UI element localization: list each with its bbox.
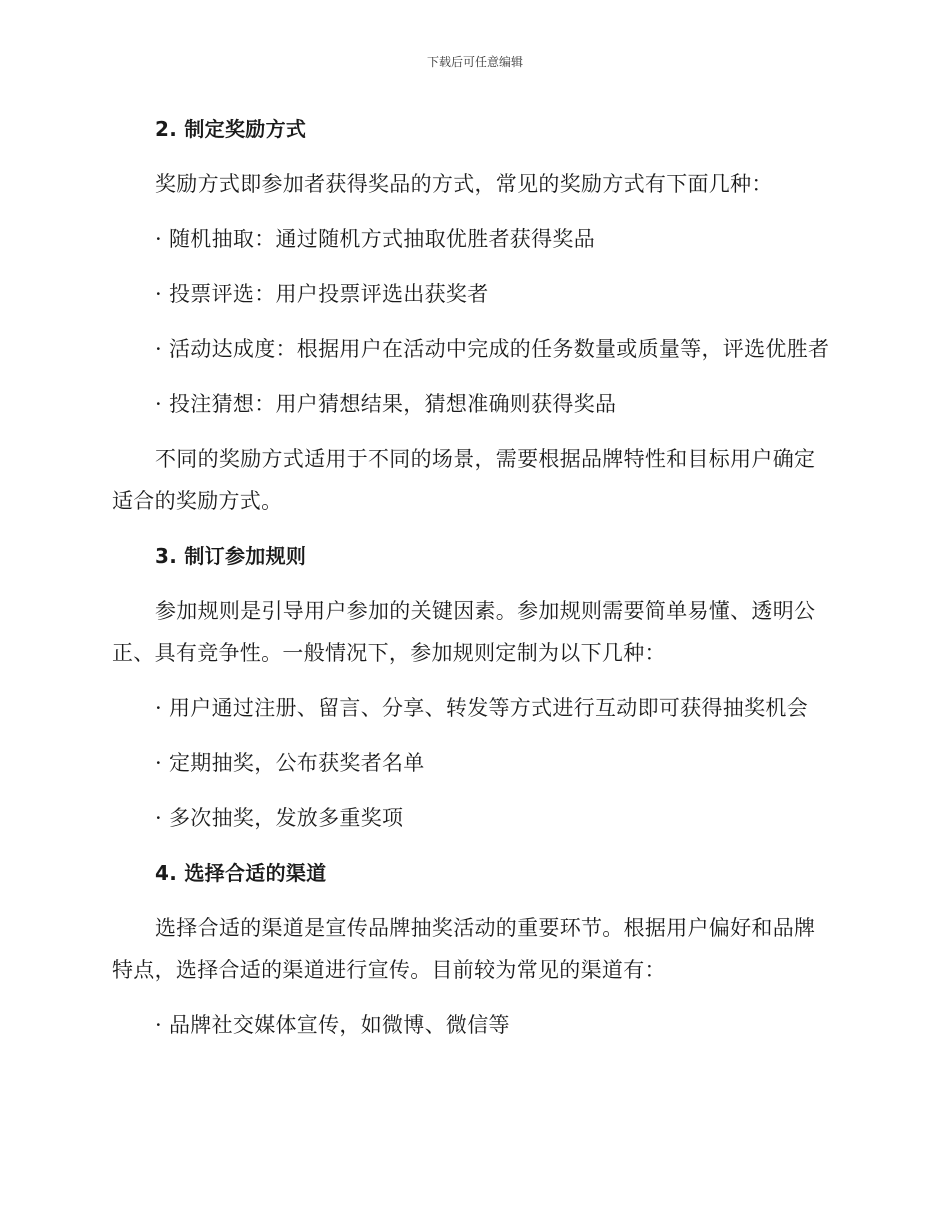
bullet-dot: · [155,806,162,830]
section-2-heading: 2. 制定奖励方式 [155,117,307,141]
bullet-dot: · [155,751,162,775]
bullet-text: 投注猜想：用户猜想结果，猜想准确则获得奖品 [169,392,617,416]
bullet-item [112,687,832,729]
bullet-dot: · [155,392,162,416]
bullet-text: 活动达成度：根据用户在活动中完成的任务数量或质量等，评选优胜者 [169,337,830,361]
bullet-item [112,383,832,425]
bullet-dot: · [155,1013,162,1037]
section-4-intro: 选择合适的渠道是宣传品牌抽奖活动的重要环节。根据用户偏好和品牌特点，选择合适的渠道进行宣传。目前较为常见的渠道有： [112,916,816,982]
bullet-text: 用户通过注册、留言、分享、转发等方式进行互动即可获得抽奖机会 [169,696,808,720]
section-3-heading: 3. 制订参加规则 [155,544,307,568]
bullet-text: 品牌社交媒体宣传，如微博、微信等 [169,1013,510,1037]
bullet-item [112,273,832,315]
bullet-dot: · [155,227,162,251]
document-body [112,108,832,1059]
section-4-heading: 4. 选择合适的渠道 [155,861,327,885]
bullet-text: 多次抽奖，发放多重奖项 [169,806,404,830]
bullet-dot: · [155,337,162,361]
bullet-dot: · [155,696,162,720]
bullet-text: 随机抽取：通过随机方式抽取优胜者获得奖品 [169,227,595,251]
bullet-text: 投票评选：用户投票评选出获奖者 [169,282,489,306]
section-2-summary: 不同的奖励方式适用于不同的场景，需要根据品牌特性和目标用户确定适合的奖励方式。 [112,447,816,513]
bullet-item [112,797,832,839]
bullet-item [112,1004,832,1046]
bullet-item [112,328,832,370]
bullet-text: 定期抽奖，公布获奖者名单 [169,751,425,775]
bullet-item [112,218,832,260]
section-2-intro: 奖励方式即参加者获得奖品的方式，常见的奖励方式有下面几种： [155,172,773,196]
page-header: 下载后可任意编辑 [426,55,523,69]
section-3-intro: 参加规则是引导用户参加的关键因素。参加规则需要简单易懂、透明公正、具有竞争性。一般情况下，参加规则定制为以下几种： [112,599,816,665]
bullet-dot: · [155,282,162,306]
bullet-item [112,742,832,784]
